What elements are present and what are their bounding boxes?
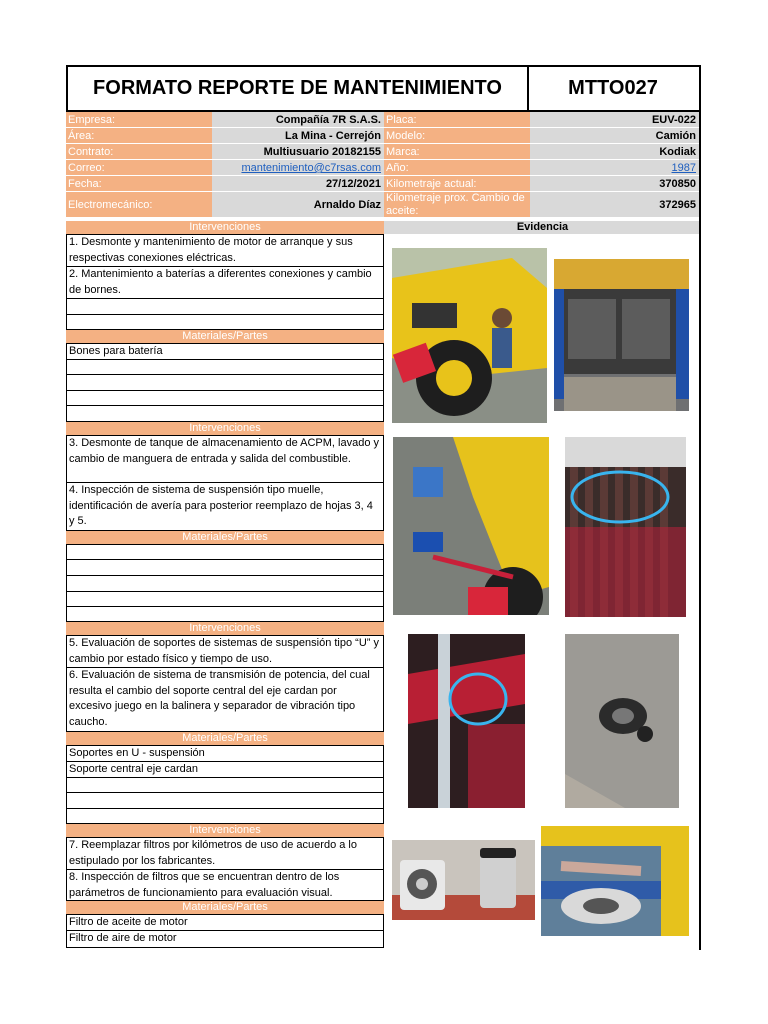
intervention-3: 3. Desmonte de tanque de almacenamiento de ACPM, lavado y cambio de manguera de entrada y salida del combustible. (66, 435, 384, 483)
contrato-label: Contrato: (66, 144, 212, 160)
blank-row (66, 544, 384, 560)
blank-row (66, 375, 384, 391)
maintenance-report-sheet (66, 65, 701, 950)
intervention-6: 6. Evaluación de sistema de transmisión de potencia, del cual resulta el cambio del soporte central del eje cardan por excesivo juego en la balinera y separador de vibración tipo caucho. (66, 668, 384, 732)
blank-row (66, 360, 384, 375)
blank-row (66, 793, 384, 809)
report-title: FORMATO REPORTE DE MANTENIMIENTO (66, 65, 529, 112)
blank-row (66, 406, 384, 422)
photo-leaf-spring (565, 437, 686, 617)
intervenciones-header-4: Intervenciones (66, 824, 384, 837)
intervention-4: 4. Inspección de sistema de suspensión tipo muelle, identificación de avería para posterior reemplazo de hojas 3, 4 y 5. (66, 483, 384, 531)
material-3-1: Soportes en U - suspensión (66, 745, 384, 762)
marca-value: Kodiak (530, 144, 699, 160)
marca-label: Marca: (384, 144, 530, 160)
photo-fuel-tank (393, 437, 549, 615)
modelo-value: Camión (530, 128, 699, 144)
blank-row (66, 391, 384, 406)
material-1-1: Bones para batería (66, 343, 384, 360)
contrato-value: Multiusuario 20182155 (212, 144, 384, 160)
photo-air-filter (541, 826, 689, 936)
correo-value (212, 160, 384, 176)
km-value: 370850 (530, 176, 699, 192)
anio-label: Año: (384, 160, 530, 176)
fecha-value: 27/12/2021 (212, 176, 384, 192)
fecha-label: Fecha: (66, 176, 212, 192)
correo-link[interactable]: mantenimiento@c7rsas.com (241, 162, 381, 174)
area-label: Área: (66, 128, 212, 144)
electro-value: Arnaldo Díaz (212, 192, 384, 218)
photo-suspension-u (408, 634, 525, 808)
photo-cardan-support (565, 634, 679, 808)
empresa-label: Empresa: (66, 112, 212, 128)
evidencia-header: Evidencia (384, 221, 701, 234)
intervention-5: 5. Evaluación de soportes de sistemas de suspensión tipo “U” y cambio por estado físico y tiempo de uso. (66, 635, 384, 668)
report-code: MTTO027 (527, 65, 701, 112)
blank-row (66, 299, 384, 315)
materiales-header-1: Materiales/Partes (66, 330, 384, 343)
right-border (699, 112, 701, 950)
blank-row (66, 809, 384, 824)
intervention-7: 7. Reemplazar filtros por kilómetros de uso de acuerdo a lo estipulado por los fabricantes. (66, 837, 384, 870)
material-4-1: Filtro de aceite de motor (66, 914, 384, 931)
materiales-header-3: Materiales/Partes (66, 732, 384, 745)
blank-row (66, 315, 384, 330)
electro-label: Electromecánico: (66, 192, 212, 218)
correo-label: Correo: (66, 160, 212, 176)
photo-filters (392, 840, 535, 920)
km-label: Kilometraje actual: (384, 176, 530, 192)
materiales-header-2: Materiales/Partes (66, 531, 384, 544)
blank-row (66, 778, 384, 793)
blank-row (66, 576, 384, 592)
blank-row (66, 560, 384, 576)
anio-value (530, 160, 699, 176)
photo-batteries (554, 259, 689, 411)
material-4-2: Filtro de aire de motor (66, 931, 384, 948)
placa-value: EUV-022 (530, 112, 699, 128)
blank-row (66, 592, 384, 607)
photo-truck-engine (392, 248, 547, 423)
materiales-header-4: Materiales/Partes (66, 901, 384, 914)
modelo-label: Modelo: (384, 128, 530, 144)
anio-link[interactable]: 1987 (671, 162, 696, 174)
km-prox-value: 372965 (530, 192, 699, 218)
empresa-value: Compañía 7R S.A.S. (212, 112, 384, 128)
blank-row (66, 607, 384, 622)
intervention-8: 8. Inspección de filtros que se encuentran dentro de los parámetros de funcionamiento para evaluación visual. (66, 870, 384, 901)
km-prox-label: Kilometraje prox. Cambio de aceite: (384, 192, 530, 218)
placa-label: Placa: (384, 112, 530, 128)
intervention-2: 2. Mantenimiento a baterías a diferentes conexiones y cambio de bornes. (66, 267, 384, 299)
intervenciones-header-3: Intervenciones (66, 622, 384, 635)
intervention-1: 1. Desmonte y mantenimiento de motor de arranque y sus respectivas conexiones eléctricas. (66, 234, 384, 267)
intervenciones-header-2: Intervenciones (66, 422, 384, 435)
intervenciones-header-1: Intervenciones (66, 221, 384, 234)
area-value: La Mina - Cerrejón (212, 128, 384, 144)
material-3-2: Soporte central eje cardan (66, 762, 384, 778)
